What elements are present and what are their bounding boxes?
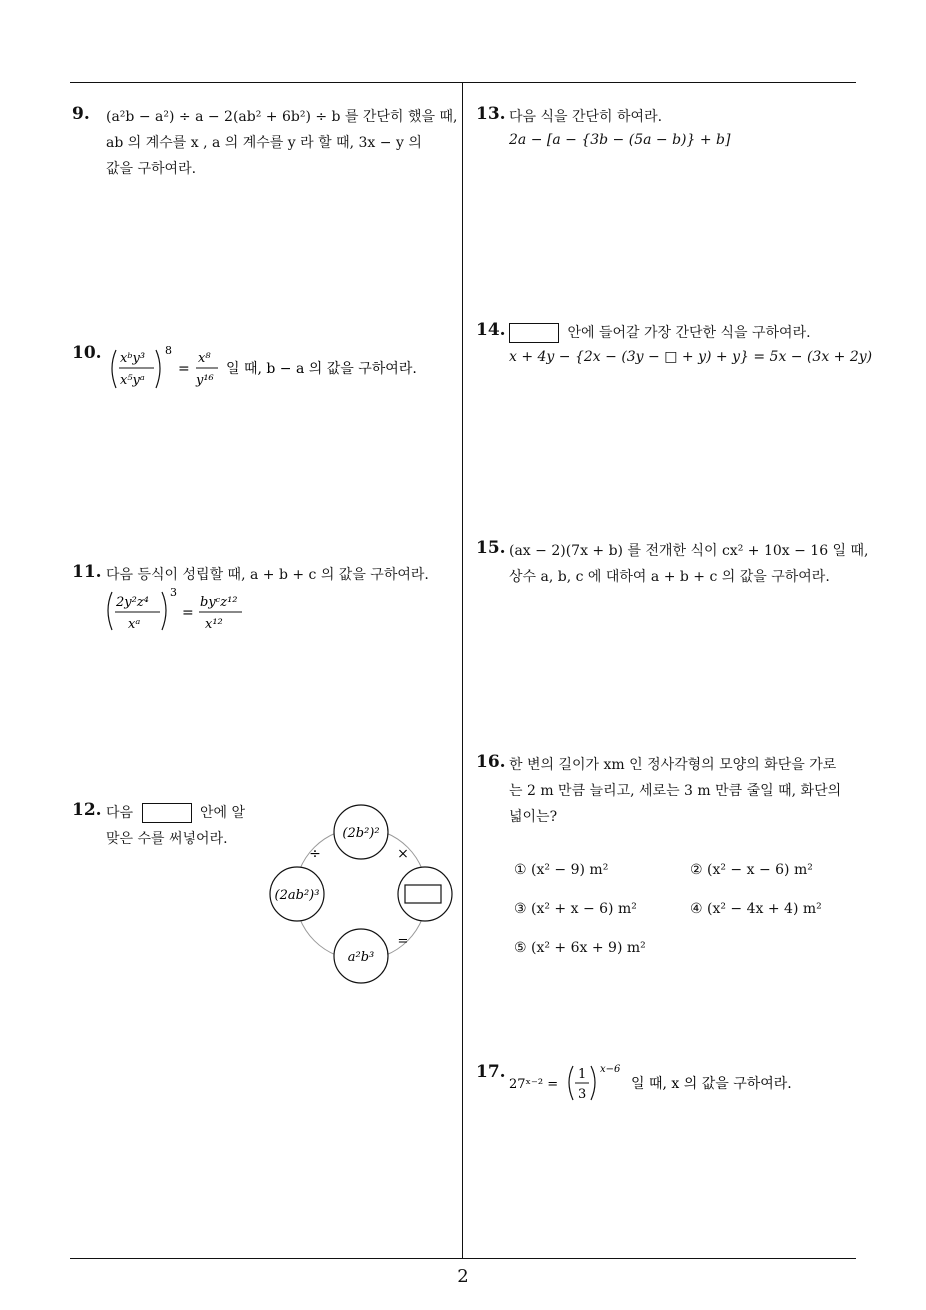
- question-text: 다음 등식이 성립할 때, a + b + c 의 값을 구하여라.: [106, 567, 429, 583]
- fraction-denominator: y¹⁶: [196, 373, 214, 388]
- fraction-numerator: x⁸: [198, 351, 211, 366]
- exponent: 8: [165, 344, 172, 357]
- fraction-denominator: 3: [578, 1087, 587, 1102]
- question-text-line: 넓이는?: [509, 809, 558, 825]
- question-expression: 2a − [a − {3b − (5a − b)} + b]: [509, 132, 731, 148]
- fraction-numerator: 1: [578, 1067, 587, 1082]
- column-divider: [462, 82, 463, 1259]
- question-number: 17.: [476, 1062, 506, 1082]
- multiply-operator: ×: [397, 846, 409, 862]
- question-text-line: ab 의 계수를 x , a 의 계수를 y 라 할 때, 3x − y 의: [106, 135, 422, 151]
- fraction-numerator: byᶜz¹²: [200, 595, 238, 610]
- diagram-left-term: (2ab²)³: [274, 888, 320, 903]
- question-text: 안에 들어갈 가장 간단한 식을 구하여라.: [567, 325, 811, 341]
- question-text: 일 때, b − a 의 값을 구하여라.: [226, 361, 417, 377]
- question-number: 11.: [72, 562, 102, 582]
- answer-choice-1[interactable]: ① (x² − 9) m²: [514, 862, 609, 878]
- question-text-line: [509, 322, 811, 343]
- answer-choice-3[interactable]: ③ (x² + x − 6) m²: [514, 901, 637, 917]
- question-text-line: [106, 802, 245, 823]
- equation-lhs: 27ˣ⁻² =: [509, 1077, 559, 1092]
- question-expression: x + 4y − {2x − (3y − □ + y) + y} = 5x − (3x + 2y): [509, 349, 873, 365]
- question-text: 안에 알: [199, 805, 245, 821]
- question-number: 13.: [476, 104, 506, 124]
- question-number: 15.: [476, 538, 506, 558]
- question-number: 16.: [476, 752, 506, 772]
- question-text: 다음 식을 간단히 하여라.: [509, 109, 663, 125]
- question-text-line: 는 2 m 만큼 늘리고, 세로는 3 m 만큼 줄일 때, 화단의: [509, 783, 842, 799]
- diagram-bottom-term: a²b³: [347, 950, 375, 965]
- exponent: x−6: [600, 1064, 621, 1075]
- answer-choice-5[interactable]: ⑤ (x² + 6x + 9) m²: [514, 940, 646, 956]
- question-number: 10.: [72, 343, 102, 363]
- fraction-denominator: x¹²: [205, 617, 223, 632]
- question-text-line: 값을 구하여라.: [106, 161, 197, 177]
- exponent: 3: [170, 586, 177, 599]
- fraction-numerator: 2y²z⁴: [116, 595, 149, 610]
- fraction-denominator: x⁵yᵃ: [120, 373, 145, 388]
- diagram-top-term: (2b²)²: [342, 826, 380, 841]
- answer-choice-2[interactable]: ② (x² − x − 6) m²: [690, 862, 813, 878]
- bottom-rule: [70, 1258, 856, 1259]
- question-text-line: (ax − 2)(7x + b) 를 전개한 식이 cx² + 10x − 16 일 때,: [509, 543, 869, 559]
- svg-text:=: =: [182, 605, 194, 621]
- question-text-line: (a²b − a²) ÷ a − 2(ab² + 6b²) ÷ b 를 간단히 했을 때,: [106, 109, 458, 125]
- fraction-numerator: xᵇy³: [120, 351, 146, 366]
- question-text-line: 상수 a, b, c 에 대하여 a + b + c 의 값을 구하여라.: [509, 569, 830, 585]
- svg-text:=: =: [178, 361, 190, 377]
- question-text: 다음: [106, 805, 134, 821]
- page-number: 2: [457, 1266, 469, 1287]
- question-text-line: 한 변의 길이가 xm 인 정사각형의 모양의 화단을 가로: [509, 757, 837, 773]
- divide-operator: ÷: [309, 846, 321, 862]
- answer-blank-box: [142, 803, 192, 823]
- equation-q11: [104, 586, 304, 642]
- equals-operator: =: [397, 934, 409, 949]
- question-text: 일 때, x 의 값을 구하여라.: [631, 1076, 792, 1092]
- cycle-diagram: [266, 798, 456, 990]
- question-number: 14.: [476, 320, 506, 340]
- question-text-line: 맞은 수를 써넣어라.: [106, 831, 228, 847]
- equation-q10: [104, 340, 434, 396]
- question-number: 12.: [72, 800, 102, 820]
- answer-blank-box: [509, 323, 559, 343]
- equation-q17: [507, 1060, 827, 1108]
- fraction-denominator: xᵃ: [128, 617, 141, 632]
- question-number: 9.: [72, 104, 90, 124]
- answer-choice-4[interactable]: ④ (x² − 4x + 4) m²: [690, 901, 822, 917]
